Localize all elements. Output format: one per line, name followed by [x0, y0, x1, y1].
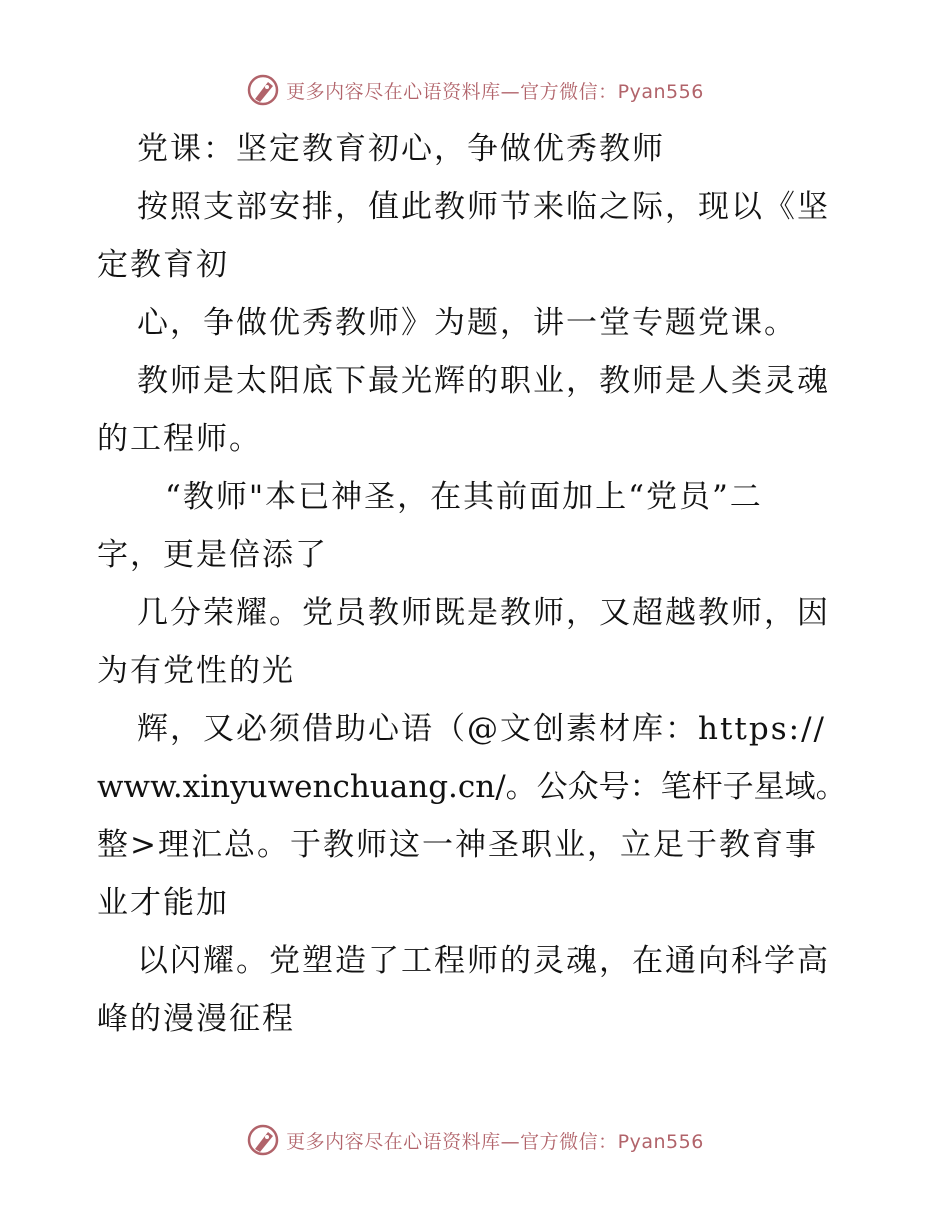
- paragraph-line: 的工程师。: [97, 421, 262, 457]
- paragraph-line: 几分荣耀。党员教师既是教师，又超越教师，因: [137, 595, 830, 631]
- paragraph-line: 峰的漫漫征程: [97, 1001, 295, 1037]
- document-body: [97, 120, 857, 1048]
- pen-nib-logo-icon: [246, 1123, 280, 1157]
- footer-watermark: [0, 1120, 950, 1160]
- paragraph-line: 心，争做优秀教师》为题，讲一堂专题党课。: [137, 305, 797, 341]
- paragraph-line: www.xinyuwenchuang.cn/。公众号：笔杆子星域。: [97, 769, 847, 805]
- paragraph-line: “教师"本已神圣，在其前面加上“党员”二: [165, 479, 763, 515]
- pen-nib-logo-icon: [246, 73, 280, 107]
- header-watermark: [0, 70, 950, 110]
- paragraph-line: 字，更是倍添了: [97, 537, 328, 573]
- paragraph-line: 辉，又必须借助心语（@文创素材库：https://: [137, 711, 826, 747]
- paragraph-line: 为有党性的光: [97, 653, 295, 689]
- paragraph-line: 按照支部安排，值此教师节来临之际，现以《坚: [137, 189, 830, 225]
- paragraph-line: 业才能加: [97, 885, 229, 921]
- paragraph-line: 以闪耀。党塑造了工程师的灵魂，在通向科学高: [137, 943, 830, 979]
- header-watermark-text: 更多内容尽在心语资料库—官方微信：Pyan556: [286, 80, 704, 103]
- paragraph-line: 教师是太阳底下最光辉的职业，教师是人类灵魂: [137, 363, 830, 399]
- paragraph-line: 定教育初: [97, 247, 229, 283]
- paragraph-line: 整>理汇总。于教师这一神圣职业，立足于教育事: [97, 827, 818, 863]
- document-title: 党课：坚定教育初心，争做优秀教师: [137, 131, 665, 167]
- footer-watermark-text: 更多内容尽在心语资料库—官方微信：Pyan556: [286, 1130, 704, 1153]
